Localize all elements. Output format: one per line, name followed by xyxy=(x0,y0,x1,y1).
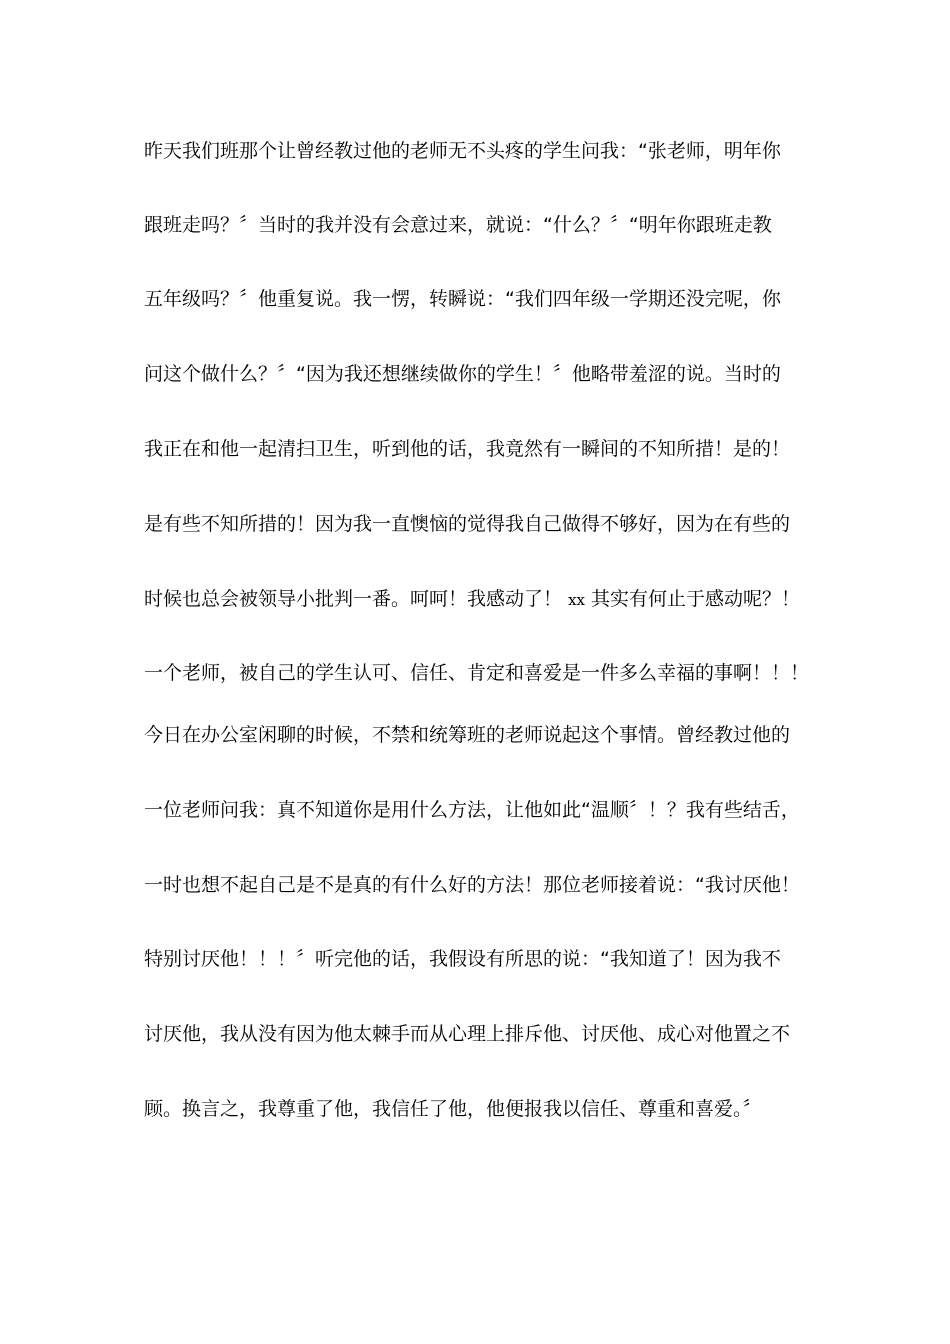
paragraph-line: 五年级吗？〞他重复说。我一愣，转瞬说：“我们四年级一学期还没完呢，你 xyxy=(144,288,781,310)
paragraph-line: 问这个做什么？〞“因为我还想继续做你的学生！〞他略带羞涩的说。当时的 xyxy=(144,363,781,385)
paragraph-line: 我正在和他一起清扫卫生，听到他的话，我竟然有一瞬间的不知所措！是的！ xyxy=(144,438,791,460)
paragraph-line: 一个老师，被自己的学生认可、信任、肯定和喜爱是一件多么幸福的事啊！！！ xyxy=(144,662,810,684)
paragraph-line: 昨天我们班那个让曾经教过他的老师无不头疼的学生问我：“张老师，明年你 xyxy=(144,140,781,162)
placeholder-xx: xx xyxy=(568,591,585,609)
paragraph-line: 今日在办公室闲聊的时候，不禁和统筹班的老师说起这个事情。曾经教过他的 xyxy=(144,724,791,746)
line-text-after: 其实有何止于感动呢？！ xyxy=(591,588,801,610)
paragraph-line: 顾。换言之，我尊重了他，我信任了他，他便报我以信任、尊重和喜爱。〞 xyxy=(144,1098,762,1120)
paragraph-line: 是有些不知所措的！因为我一直懊恼的觉得我自己做得不够好，因为在有些的 xyxy=(144,513,791,535)
paragraph-line: 特别讨厌他！！！〞听完他的话，我假设有所思的说：“我知道了！因为我不 xyxy=(144,948,781,970)
paragraph-line: 一时也想不起自己是不是真的有什么好的方法！那位老师接着说：“我讨厌他！ xyxy=(144,874,800,896)
paragraph-line xyxy=(144,584,824,614)
paragraph-line: 一位老师问我：真不知道你是用什么方法，让他如此“温顺〞！？我有些结舌， xyxy=(144,799,800,821)
paragraph-line: 讨厌他，我从没有因为他太棘手而从心理上排斥他、讨厌他、成心对他置之不 xyxy=(144,1023,791,1045)
paragraph-line: 跟班走吗？〞当时的我并没有会意过来，就说：“什么？〞“明年你跟班走教 xyxy=(144,214,772,236)
line-text-before: 时候也总会被领导小批判一番。呵呵！我感动了！ xyxy=(144,588,563,610)
